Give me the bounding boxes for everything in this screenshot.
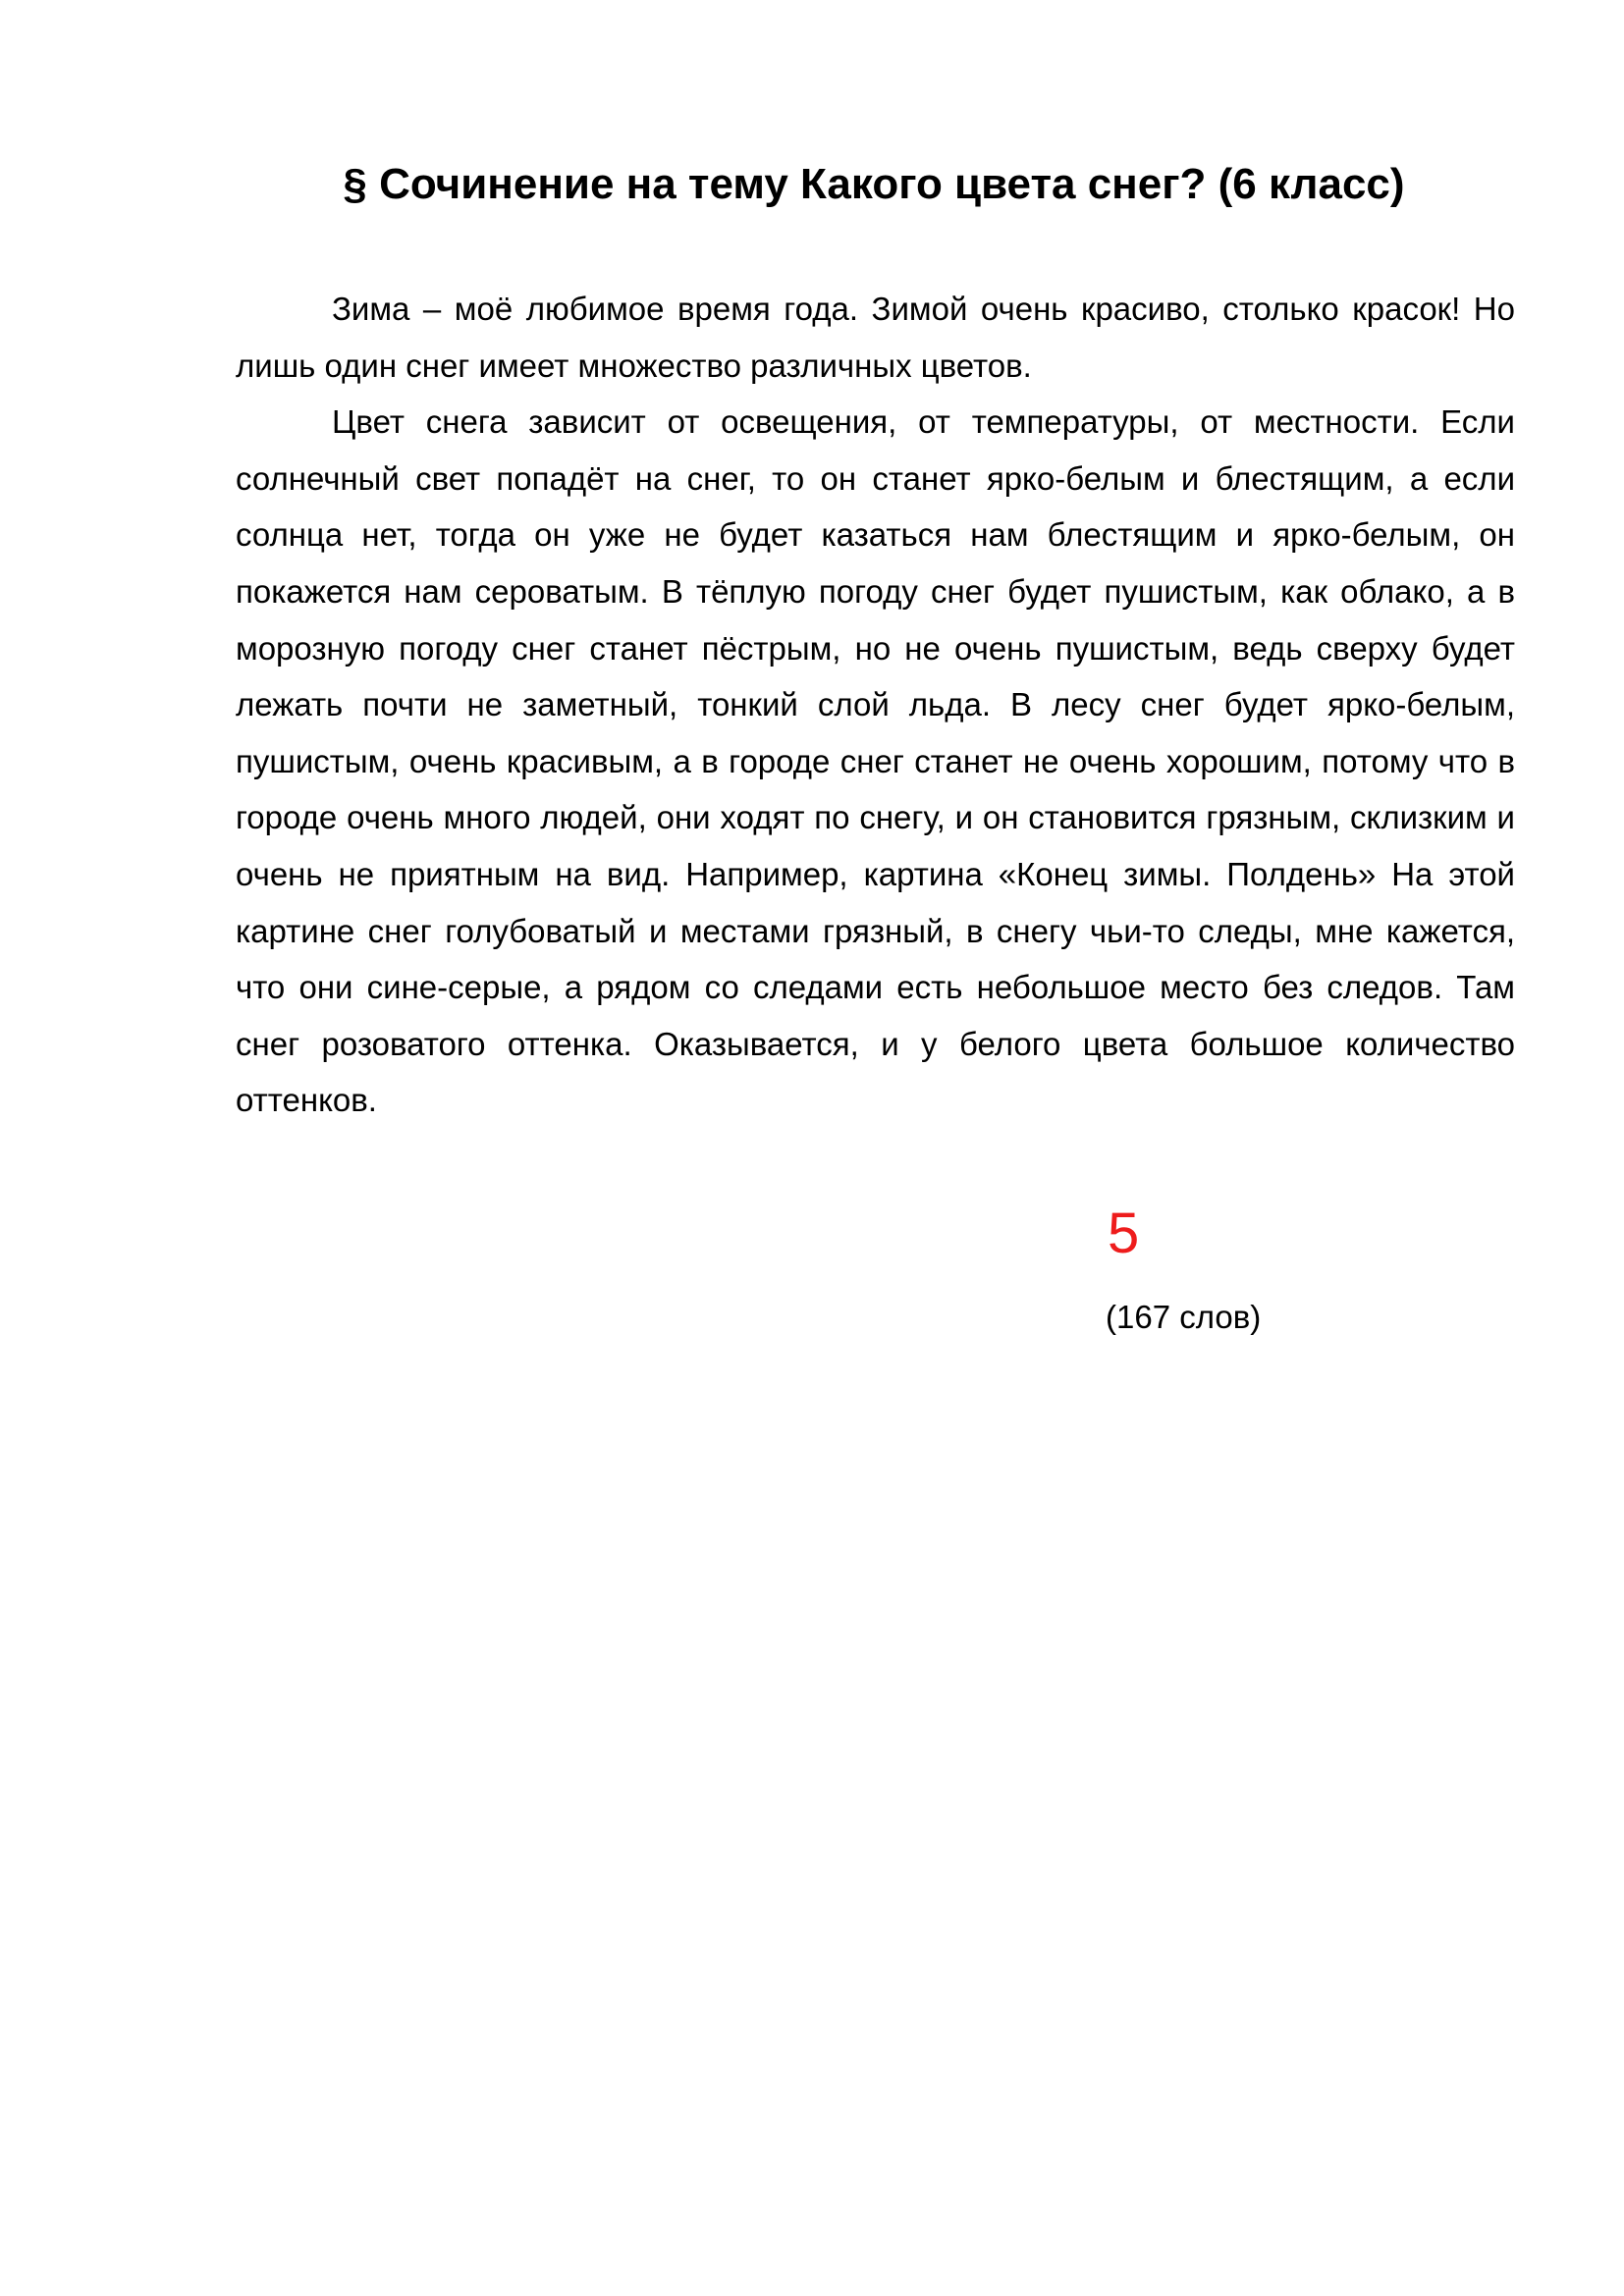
word-count: (167 слов) xyxy=(1106,1299,1262,1335)
essay-paragraph-2: Цвет снега зависит от освещения, от температуры, от местности. Если солнечный свет попадёт на снег, то он станет ярко-белым и блестящим, а если солнца нет, тогда он уже не будет казаться нам блестящим и ярко-белым, он покажется нам сероватым. В тёплую погоду снег будет пушистым, как облако, а в морозную погоду снег станет пёстрым, но не очень пушистым, ведь сверху будет лежать почти не заметный, тонкий слой льда. В лесу снег будет ярко-белым, пушистым, очень красивым, а в городе снег станет не очень хорошим, потому что в городе очень много людей, они ходят по снегу, и он становится грязным, склизким и очень не приятным на вид. Например, картина «Конец зимы. Полдень» На этой картине снег голубоватый и местами грязный, в снегу чьи-то следы, мне кажется, что они сине-серые, а рядом со следами есть небольшое место без следов. Там снег розоватого оттенка. Оказывается, и у белого цвета большое количество оттенков. xyxy=(236,403,1515,1119)
page-title: § Сочинение на тему Какого цвета снег? (6 класс) xyxy=(343,160,1405,208)
essay-paragraph-1: Зима – моё любимое время года. Зимой очень красиво, столько красок! Но лишь один снег имеет множество различных цветов. xyxy=(236,291,1515,384)
essay-body xyxy=(236,281,1515,1129)
grade-mark: 5 xyxy=(1108,1201,1140,1265)
